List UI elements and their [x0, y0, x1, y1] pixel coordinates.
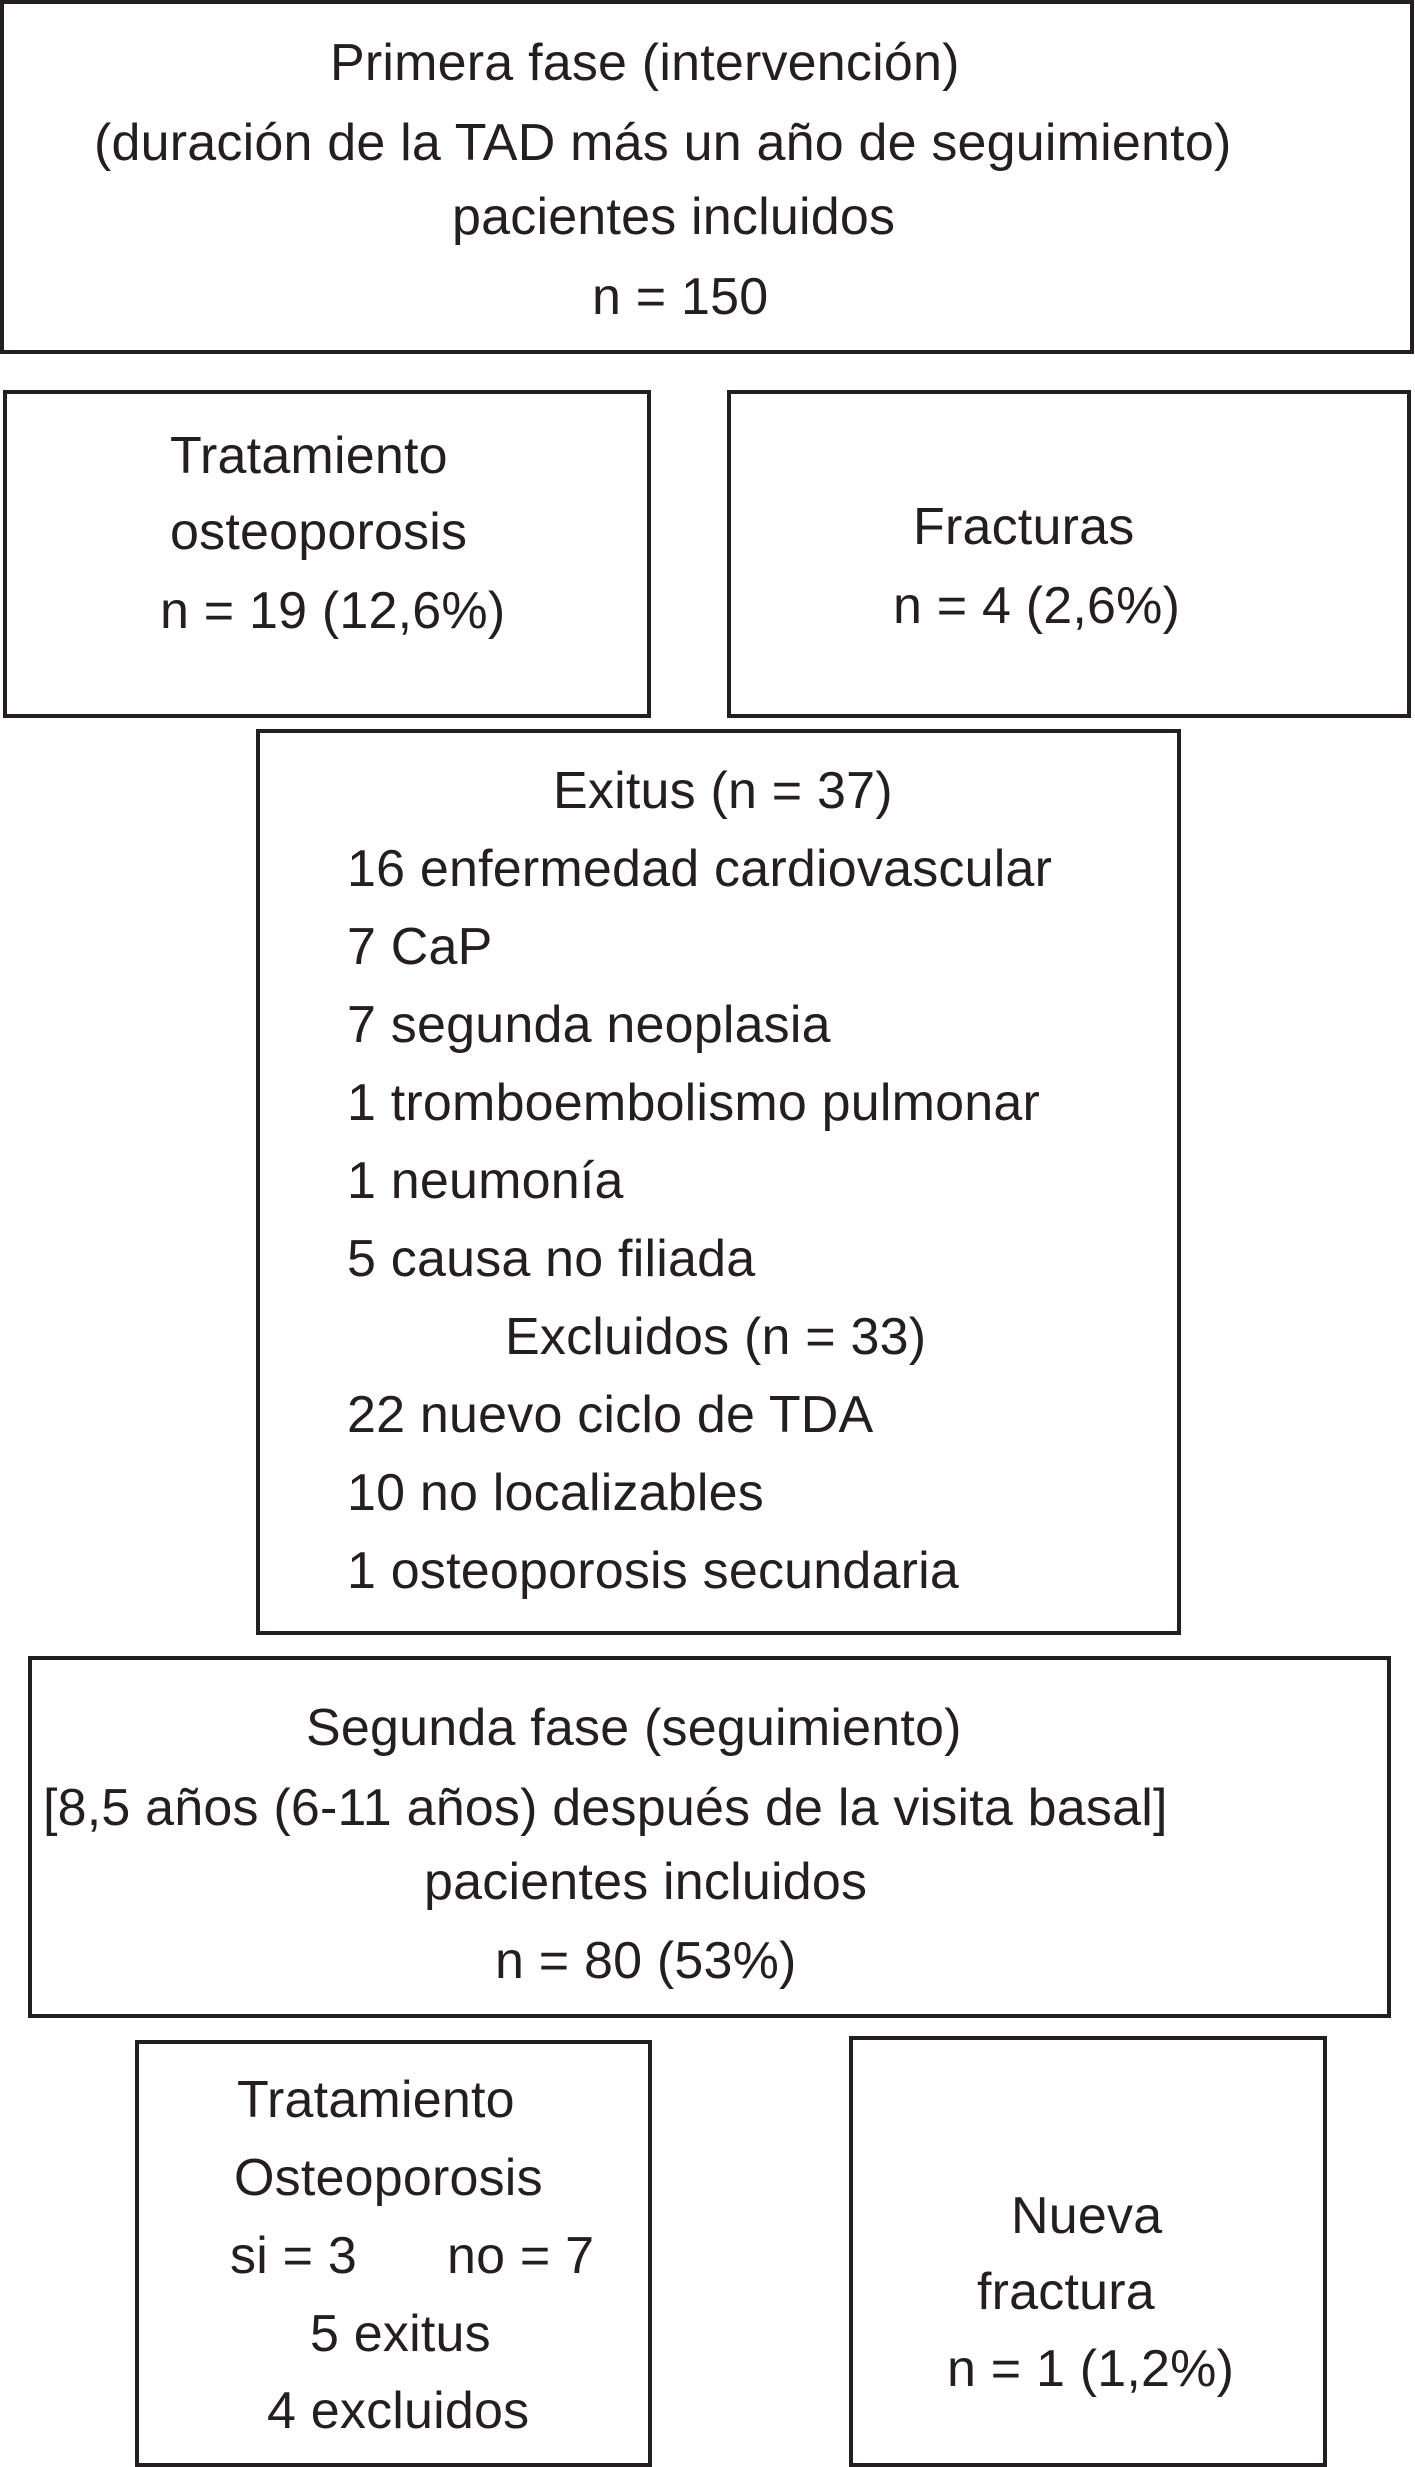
exitus-item: 5 causa no filiada [347, 1230, 756, 1288]
treatment2-no: no = 7 [447, 2227, 595, 2285]
excluded-header: Excluidos (n = 33) [505, 1308, 927, 1366]
new-fracture-count: n = 1 (1,2%) [947, 2340, 1235, 2398]
exitus-item: 1 neumonía [347, 1152, 624, 1210]
first-phase-box [0, 0, 1414, 354]
fractures-count: n = 4 (2,6%) [893, 577, 1181, 635]
exitus-excluded-box [256, 729, 1181, 1635]
new-fracture-box [849, 2036, 1327, 2467]
excluded-item: 1 osteoporosis secundaria [347, 1542, 960, 1600]
osteoporosis-treatment-followup-box [135, 2040, 652, 2467]
exitus-item: 1 tromboembolismo pulmonar [347, 1074, 1041, 1132]
new-fracture-line1: Nueva [1011, 2187, 1163, 2245]
treatment2-excluded: 4 excluidos [267, 2382, 530, 2440]
exitus-item: 7 segunda neoplasia [347, 996, 831, 1054]
treatment-line1: Tratamiento [170, 427, 448, 485]
excluded-item: 10 no localizables [347, 1464, 764, 1522]
exitus-item: 7 CaP [347, 918, 493, 976]
treatment2-line2: Osteoporosis [234, 2149, 543, 2207]
fractures-box [727, 390, 1411, 718]
first-phase-title: Primera fase (intervención) [330, 34, 960, 92]
excluded-item: 22 nuevo ciclo de TDA [347, 1386, 874, 1444]
first-phase-label: pacientes incluidos [452, 188, 896, 246]
exitus-item: 16 enfermedad cardiovascular [347, 840, 1053, 898]
treatment2-exitus: 5 exitus [310, 2305, 491, 2363]
treatment2-yes: si = 3 [230, 2227, 357, 2285]
fractures-title: Fracturas [913, 498, 1135, 556]
exitus-header: Exitus (n = 37) [553, 762, 893, 820]
second-phase-title: Segunda fase (seguimiento) [306, 1699, 962, 1757]
first-phase-subtitle: (duración de la TAD más un año de seguimiento) [94, 114, 1232, 172]
osteoporosis-treatment-box [3, 390, 651, 718]
second-phase-box [28, 1656, 1391, 2018]
second-phase-label: pacientes incluidos [424, 1853, 868, 1911]
treatment-line2: osteoporosis [170, 503, 468, 561]
treatment2-line1: Tratamiento [237, 2071, 515, 2129]
treatment-count: n = 19 (12,6%) [160, 582, 506, 640]
second-phase-count: n = 80 (53%) [495, 1932, 797, 1990]
new-fracture-line2: fractura [977, 2263, 1155, 2321]
second-phase-subtitle: [8,5 años (6-11 años) después de la visita basal] [43, 1779, 1168, 1837]
first-phase-count: n = 150 [592, 268, 769, 326]
